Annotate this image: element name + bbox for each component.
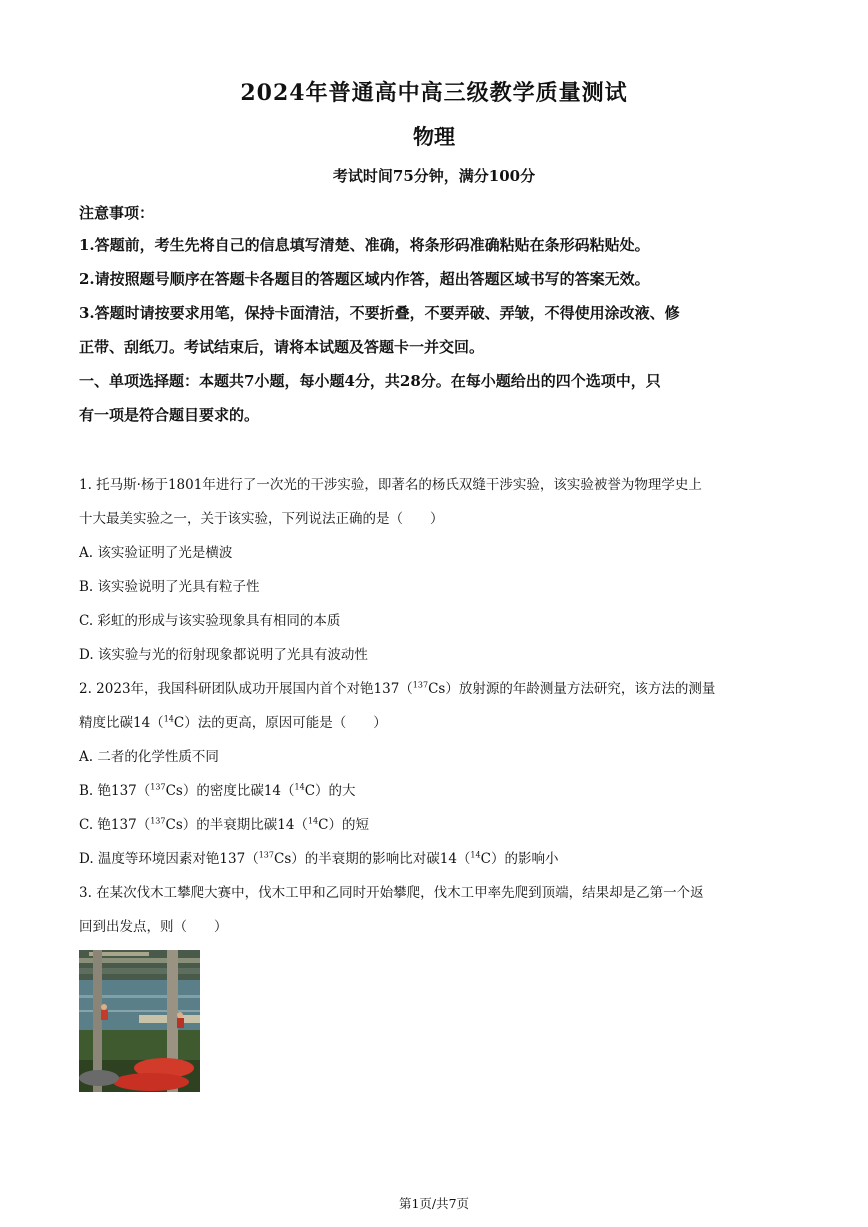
notes-item-1: 1.答题前，考生先将自己的信息填写清楚、准确，将条形码准确粘贴在条形码粘贴处。	[79, 236, 650, 254]
mass-number: 137	[412, 680, 429, 690]
option-text: D. 温度等环境因素对铯137（	[79, 851, 259, 867]
notes-item-3-line-2: 正带、刮纸刀。考试结束后，请将本试题及答题卡一并交回。	[79, 338, 485, 356]
q1-option-d: D. 该实验与光的衍射现象都说明了光具有波动性	[79, 647, 368, 663]
option-text: C. 铯137（	[79, 817, 151, 833]
q1-option-b: B. 该实验说明了光具有粒子性	[79, 579, 260, 595]
q2-option-c	[79, 813, 369, 833]
option-text: Cs）的密度比碳14（	[165, 783, 295, 799]
q1-option-a: A. 该实验证明了光是横波	[79, 545, 233, 561]
page-number: 第1页/共7页	[398, 1196, 470, 1211]
mass-number: 137	[258, 850, 274, 860]
mass-number: 14	[163, 714, 174, 724]
mass-number: 14	[294, 782, 305, 792]
option-text: Cs）的半衰期比碳14（	[165, 817, 308, 833]
q2-stem-text: C）法的更高，原因可能是（ ）	[173, 715, 387, 731]
q1-option-c: C. 彩虹的形成与该实验现象具有相同的本质	[79, 613, 341, 629]
q2-option-d	[79, 847, 558, 867]
option-text: C）的短	[318, 817, 369, 833]
q2-stem-text: 2. 2023年，我国科研团队成功开展国内首个对铯137（	[79, 681, 413, 697]
notes-item-2: 2.请按照题号顺序在答题卡各题目的答题区域内作答，超出答题区域书写的答案无效。	[79, 270, 650, 288]
lumberjack-climbing-photo	[79, 950, 200, 1092]
q1-stem-line-1: 1. 托马斯·杨于1801年进行了一次光的干涉实验，即著名的杨氏双缝干涉实验，该实验被誉为物理学史上	[79, 477, 702, 493]
mass-number: 137	[150, 816, 166, 826]
section-heading-line-1: 一、单项选择题：本题共7小题，每小题4分，共28分。在每小题给出的四个选项中，只	[79, 372, 661, 390]
notes-item-3-line-1: 3.答题时请按要求用笔，保持卡面清洁，不要折叠，不要弄破、弄皱，不得使用涂改液、修	[79, 304, 680, 322]
option-text: Cs）的半衰期的影响比对碳14（	[273, 851, 471, 867]
notes-heading: 注意事项：	[79, 204, 155, 222]
q2-stem-line-1	[79, 677, 715, 697]
exam-title: 2024年普通高中高三级教学质量测试	[240, 80, 628, 106]
mass-number: 14	[307, 816, 319, 826]
option-text: C）的大	[304, 783, 356, 799]
exam-info: 考试时间75分钟，满分100分	[332, 167, 536, 185]
q3-stem-line-1: 3. 在某次伐木工攀爬大赛中，伐木工甲和乙同时开始攀爬，伐木工甲率先爬到顶端，结果却是乙第一个返	[79, 885, 704, 901]
q2-stem-line-2	[79, 711, 387, 731]
q1-stem-line-2: 十大最美实验之一，关于该实验，下列说法正确的是（ ）	[79, 511, 444, 527]
mass-number: 137	[150, 782, 166, 792]
option-text: C）的影响小	[480, 851, 559, 867]
option-text: B. 铯137（	[79, 783, 151, 799]
q2-stem-text: 精度比碳14（	[79, 715, 164, 731]
q2-stem-text: Cs）放射源的年龄测量方法研究，该方法的测量	[428, 681, 716, 697]
section-heading-line-2: 有一项是符合题目要求的。	[79, 406, 260, 424]
subject-title: 物理	[413, 124, 455, 149]
photo-illustration	[79, 950, 200, 1092]
q2-option-a: A. 二者的化学性质不同	[79, 749, 219, 765]
mass-number: 14	[470, 850, 481, 860]
q2-option-b	[79, 779, 356, 799]
q3-stem-line-2: 回到出发点，则（ ）	[79, 919, 228, 935]
